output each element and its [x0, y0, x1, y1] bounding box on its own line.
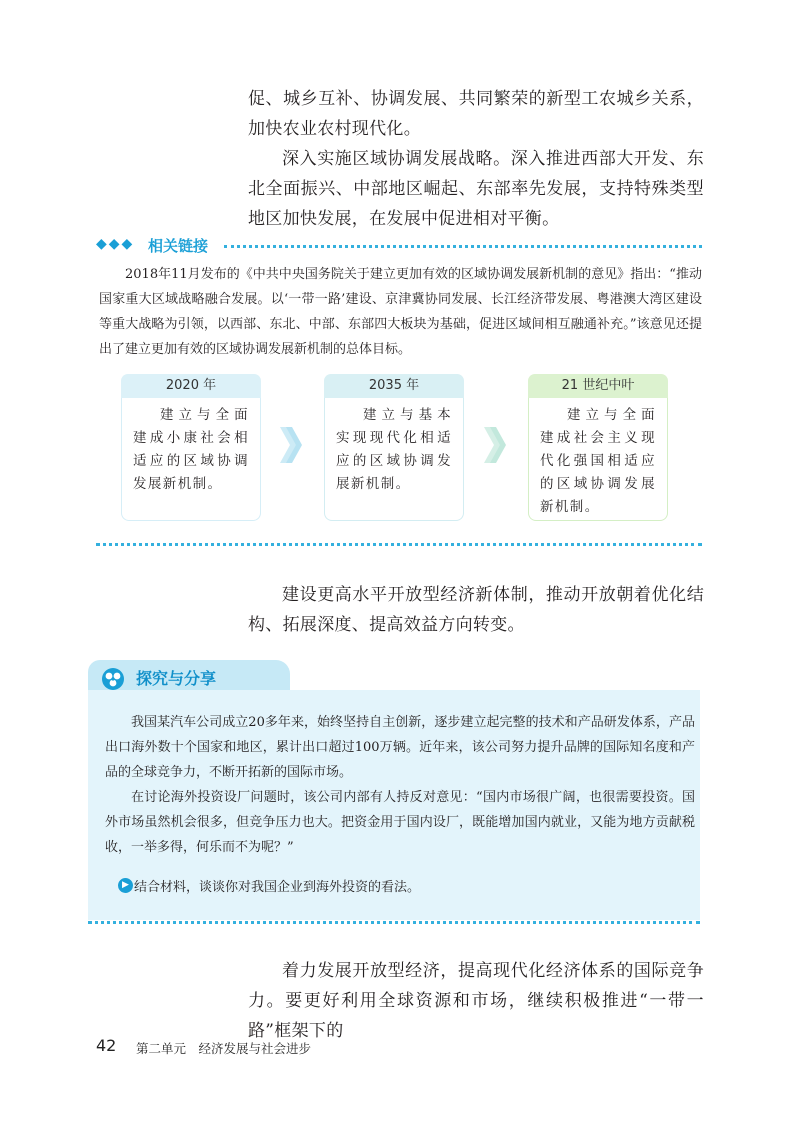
related-link-text: 2018年11月发布的《中共中央国务院关于建立更加有效的区域协调发展新机制的意见》指出：“推动国家重大区域战略融合发展。以‘一带一路’建设、京津冀协同发展、长江经济带发展、粤港澳大湾区建设等重大战略为引领，以西部、东北、中部、东部四大板块为基础，促进区域间相互融通补充。”该意见还提出了建立更加有效的区域协调发展新机制的总体目标。 [99, 267, 702, 357]
related-link-header [96, 236, 702, 256]
stage-2035 [324, 374, 464, 522]
text-paragraph-1: 促、城乡互补、协调发展、共同繁荣的新型工农城乡关系，加快农业农村现代化。 [248, 89, 704, 139]
diamond-icon: ◆◆◆ [96, 236, 135, 252]
dotted-divider [224, 245, 702, 248]
stage-text: 建立与全面建成小康社会相适应的区域协调发展新机制。 [133, 407, 249, 492]
explore-icon [100, 666, 126, 692]
footer-unit-title: 第二单元 经济发展与社会进步 [136, 1041, 312, 1056]
explore-question: 结合材料，谈谈你对我国企业到海外投资的看法。 [134, 880, 421, 895]
stage-text: 建立与基本实现现代化相适应的区域协调发展新机制。 [336, 407, 452, 492]
stage-year: 2020 年 [121, 374, 261, 398]
play-icon: ▶ [118, 878, 133, 893]
explore-paragraph-2: 在讨论海外投资设厂问题时，该公司内部有人持反对意见：“国内市场很广阔，也很需要投资。国外市场虽然机会很多，但竞争压力也大。把资金用于国内设厂，既能增加国内就业，又能为地方贡献税收，一举多得，何乐而不为呢？” [105, 790, 695, 855]
related-link-title: 相关链接 [148, 237, 209, 255]
text-paragraph-4: 着力发展开放型经济，提高现代化经济体系的国际竞争力。要更好利用全球资源和市场，继续积极推进“一带一路”框架下的 [248, 961, 704, 1041]
text-paragraph-2: 深入实施区域协调发展战略。深入推进西部大开发、东北全面振兴、中部地区崛起、东部率先发展，支持特殊类型地区加快发展，在发展中促进相对平衡。 [248, 149, 704, 229]
stage-year: 2035 年 [324, 374, 464, 398]
text-paragraph-3: 建设更高水平开放型经济新体制，推动开放朝着优化结构、拓展深度、提高效益方向转变。 [248, 585, 704, 635]
explore-title: 探究与分享 [136, 669, 217, 688]
stage-mid-century [528, 374, 668, 522]
stage-text: 建立与全面建成社会主义现代化强国相适应的区域协调发展新机制。 [540, 407, 656, 515]
dotted-divider [88, 921, 700, 924]
stage-2020 [121, 374, 261, 522]
page-number: 42 [96, 1036, 117, 1055]
stage-year: 21 世纪中叶 [528, 374, 668, 398]
dotted-divider [96, 543, 702, 546]
double-chevron-icon [280, 423, 302, 467]
explore-paragraph-1: 我国某汽车公司成立20多年来，始终坚持自主创新，逐步建立起完整的技术和产品研发体系，产品出口海外数十个国家和地区，累计出口超过100万辆。近年来，该公司努力提升品牌的国际知名度和产品的全球竞争力，不断开拓新的国际市场。 [105, 715, 695, 780]
double-chevron-icon [484, 423, 506, 467]
